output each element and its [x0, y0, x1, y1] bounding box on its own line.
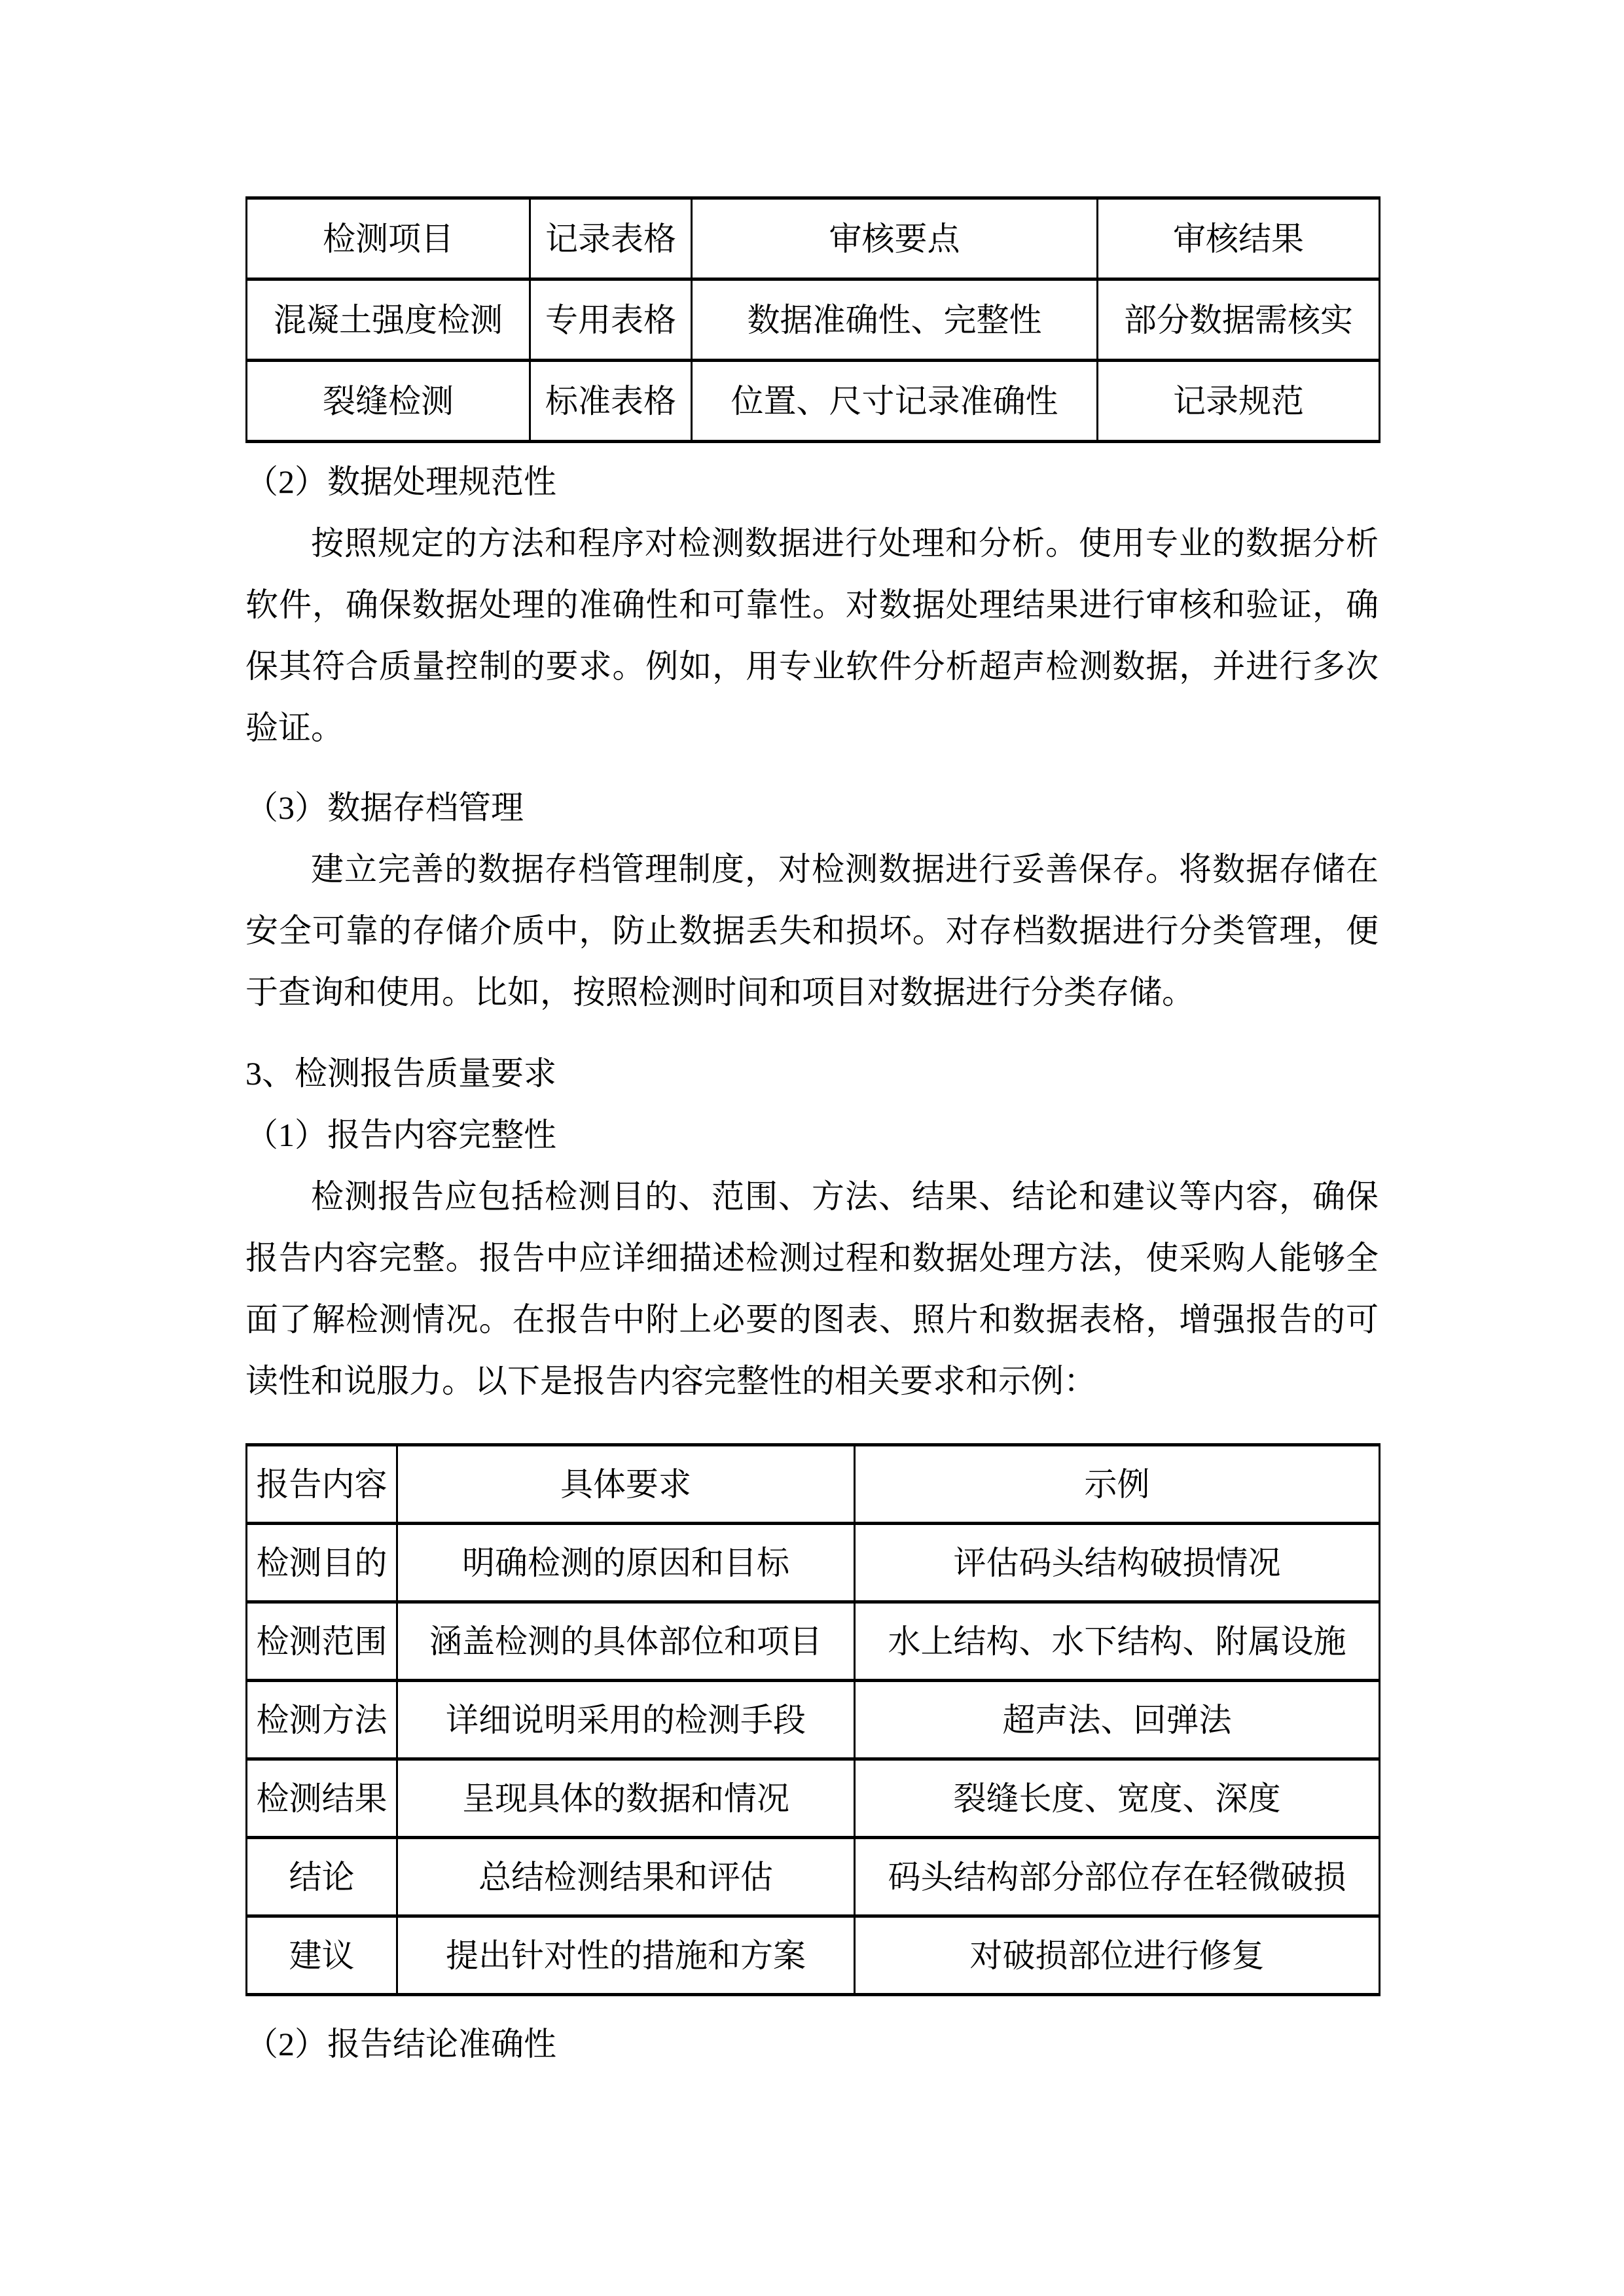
- table-cell: 部分数据需核实: [1098, 279, 1380, 361]
- paragraph-data-archive: 建立完善的数据存档管理制度，对检测数据进行妥善保存。将数据存储在安全可靠的存储介质中，防止数据丢失和损坏。对存档数据进行分类管理，便于查询和使用。比如，按照检测时间和项目对数据进行分类存储。: [245, 851, 1379, 1011]
- table-cell: 数据准确性、完整性: [692, 279, 1098, 361]
- table-row: [247, 361, 1380, 442]
- table-header-cell: 审核结果: [1098, 198, 1380, 279]
- table-cell: 涵盖检测的具体部位和项目: [397, 1602, 855, 1681]
- table-cell: 检测范围: [247, 1602, 397, 1681]
- table-cell: 详细说明采用的检测手段: [397, 1681, 855, 1759]
- table-header-cell: 审核要点: [692, 198, 1098, 279]
- table-cell: 检测目的: [247, 1524, 397, 1602]
- table-header-cell: 报告内容: [247, 1445, 397, 1524]
- table-cell: 记录规范: [1098, 361, 1380, 442]
- table-cell: 裂缝检测: [247, 361, 530, 442]
- table-cell: 超声法、回弹法: [855, 1681, 1380, 1759]
- table-cell: 检测方法: [247, 1681, 397, 1759]
- table-cell: 评估码头结构破损情况: [855, 1524, 1380, 1602]
- page-content: [245, 196, 1379, 2075]
- table-cell: 明确检测的原因和目标: [397, 1524, 855, 1602]
- table-cell: 总结检测结果和评估: [397, 1838, 855, 1916]
- table-cell: 检测结果: [247, 1759, 397, 1838]
- table-cell: 位置、尺寸记录准确性: [692, 361, 1098, 442]
- table-row: [247, 279, 1380, 361]
- paragraph-report-completeness: 检测报告应包括检测目的、范围、方法、结果、结论和建议等内容，确保报告内容完整。报告中应详细描述检测过程和数据处理方法，使采购人能够全面了解检测情况。在报告中附上必要的图表、照片和数据表格，增强报告的可读性和说服力。以下是报告内容完整性的相关要求和示例：: [245, 1178, 1379, 1399]
- table-row: [247, 1916, 1380, 1995]
- table-cell: 标准表格: [530, 361, 692, 442]
- table-row: [247, 1838, 1380, 1916]
- table-header-cell: 记录表格: [530, 198, 692, 279]
- record-audit-table: [245, 196, 1380, 443]
- table-header-cell: 示例: [855, 1445, 1380, 1524]
- table-row: [247, 1602, 1380, 1681]
- paragraph-data-processing: 按照规定的方法和程序对检测数据进行处理和分析。使用专业的数据分析软件，确保数据处理的准确性和可靠性。对数据处理结果进行审核和验证，确保其符合质量控制的要求。例如，用专业软件分析超声检测数据，并进行多次验证。: [245, 525, 1379, 746]
- section-heading-data-archive: （3）数据存档管理: [245, 789, 524, 826]
- table-header-row: [247, 1445, 1380, 1524]
- table-cell: 对破损部位进行修复: [855, 1916, 1380, 1995]
- table-header-cell: 具体要求: [397, 1445, 855, 1524]
- table-cell: 专用表格: [530, 279, 692, 361]
- table-header-cell: 检测项目: [247, 198, 530, 279]
- table-cell: 提出针对性的措施和方案: [397, 1916, 855, 1995]
- table-row: [247, 1681, 1380, 1759]
- table-cell: 裂缝长度、宽度、深度: [855, 1759, 1380, 1838]
- chapter-heading-report-quality: 3、检测报告质量要求: [245, 1055, 556, 1092]
- table-cell: 呈现具体的数据和情况: [397, 1759, 855, 1838]
- section-heading-report-completeness: （1）报告内容完整性: [245, 1117, 556, 1153]
- section-heading-report-accuracy: （2）报告结论准确性: [245, 2026, 556, 2062]
- table-cell: 建议: [247, 1916, 397, 1995]
- table-row: [247, 1759, 1380, 1838]
- table-row: [247, 1524, 1380, 1602]
- table-cell: 混凝土强度检测: [247, 279, 530, 361]
- table-header-row: [247, 198, 1380, 279]
- table-cell: 码头结构部分部位存在轻微破损: [855, 1838, 1380, 1916]
- section-heading-data-processing: （2）数据处理规范性: [245, 463, 556, 500]
- report-content-table: [245, 1443, 1380, 1996]
- table-cell: 水上结构、水下结构、附属设施: [855, 1602, 1380, 1681]
- table-cell: 结论: [247, 1838, 397, 1916]
